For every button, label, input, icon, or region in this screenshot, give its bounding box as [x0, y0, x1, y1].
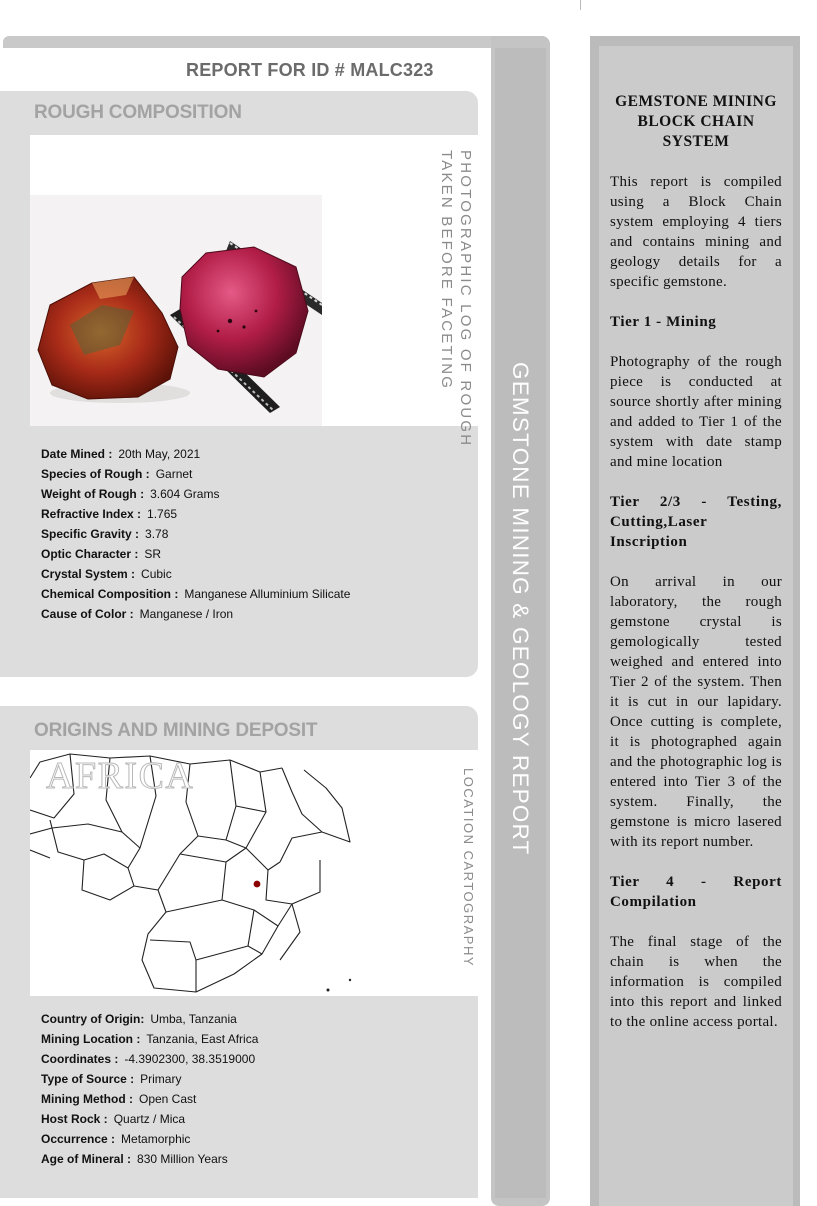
tier1-text: Photography of the rough piece is conducted at source shortly after mining and added to Tier 1 of the system with date stamp and mine location	[610, 354, 782, 470]
field-optic-character: Optic Character : SR	[41, 547, 162, 561]
top-divider-tick	[580, 0, 581, 10]
tier23-heading: Tier 2/3 - Testing, Cutting,Laser Inscription	[610, 494, 782, 550]
field-country-of-origin: Country of Origin: Umba, Tanzania	[41, 1012, 237, 1026]
location-cartography-label: LOCATION CARTOGRAPHY	[461, 768, 476, 968]
field-host-rock: Host Rock : Quartz / Mica	[41, 1112, 186, 1126]
tier1-heading: Tier 1 - Mining	[610, 314, 717, 330]
garnet-rough-illustration	[30, 135, 478, 426]
rough-gemstone-photo	[30, 135, 478, 426]
field-occurrence: Occurrence : Metamorphic	[41, 1132, 191, 1146]
field-cause-of-color: Cause of Color : Manganese / Iron	[41, 607, 234, 621]
report-title: REPORT FOR ID # MALC323	[186, 60, 434, 80]
field-coordinates: Coordinates : -4.3902300, 38.3519000	[41, 1052, 256, 1066]
tier4-text: The final stage of the chain is when the information is compiled into this report and linked to the online access portal.	[610, 934, 782, 1030]
field-mining-location: Mining Location : Tanzania, East Africa	[41, 1032, 259, 1046]
mine-location-marker	[254, 881, 261, 888]
field-crystal-system: Crystal System : Cubic	[41, 567, 172, 581]
field-chemical-composition: Chemical Composition : Manganese Alluminium Silicate	[41, 587, 351, 601]
tier4-heading: Tier 4 - Report Compilation	[610, 874, 782, 910]
origin-fields	[41, 1009, 258, 1169]
report-vertical-title: GEMSTONE MINING & GEOLOGY REPORT	[508, 362, 533, 856]
info-intro: This report is compiled using a Block Chain system employing 4 tiers and contains mining and geology details for a specific gemstone.	[610, 174, 782, 290]
field-species-of-rough: Species of Rough : Garnet	[41, 467, 193, 481]
field-weight-of-rough: Weight of Rough : 3.604 Grams	[41, 487, 220, 501]
field-age-of-mineral: Age of Mineral : 830 Million Years	[41, 1152, 228, 1166]
info-text	[610, 92, 782, 1052]
field-specific-gravity: Specific Gravity : 3.78	[41, 527, 169, 541]
info-title: GEMSTONE MINING BLOCK CHAIN SYSTEM	[615, 93, 777, 150]
origins-heading: ORIGINS AND MINING DEPOSIT	[34, 720, 318, 741]
rough-composition-fields	[41, 444, 350, 624]
top-frame-bar	[3, 36, 548, 48]
field-refractive-index: Refractive Index : 1.765	[41, 507, 178, 521]
field-mining-method: Mining Method : Open Cast	[41, 1092, 197, 1106]
tier23-text: On arrival in our laboratory, the rough gemstone crystal is gemologically tested weighed and entered into Tier 2 of the system. Then it is cut in our lapidary. Once cutting is complete, it is photographed again and the photographic log is entered into Tier 3 of the system. Finally, the gemstone is micro lasered with its report number.	[610, 574, 782, 850]
field-type-of-source: Type of Source : Primary	[41, 1072, 182, 1086]
africa-location-map	[30, 750, 478, 996]
map-watermark: AFRICA	[46, 755, 195, 797]
africa-map-illustration	[30, 750, 478, 996]
field-date-mined: Date Mined : 20th May, 2021	[41, 447, 201, 461]
rough-composition-heading: ROUGH COMPOSITION	[34, 102, 242, 123]
photographic-log-label: PHOTOGRAPHIC LOG OF ROUGH TAKEN BEFORE FACETING	[438, 150, 474, 448]
